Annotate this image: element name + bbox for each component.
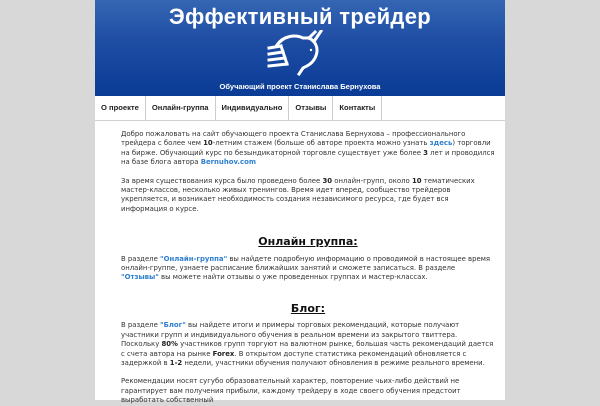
masterclass-count: 10 — [411, 176, 422, 185]
text: Добро пожаловать на сайт обучающего проекта Станислава Бернухова – профессионального трейдера с более чем — [121, 130, 466, 148]
text: . В открытом доступе статистика рекомендаций обновляется с задержкой в — [121, 349, 467, 367]
main-nav — [95, 96, 505, 121]
nav-item-about[interactable]: О проекте — [95, 96, 146, 120]
site-title[interactable]: Эффективный трейдер — [169, 4, 431, 29]
text: недели, участники обучения получают обновления в режиме реального времени. — [182, 358, 485, 367]
reviews-link[interactable]: "Отзывы" — [121, 273, 159, 282]
history-paragraph — [121, 177, 495, 215]
disclaimer-paragraph: Рекомендации носят сугубо образовательный характер, повторение чьих-либо действий не гарантирует вам получения прибыли, каждому трейдеру в ходе своего обучения предстоит выработать собственный — [121, 377, 461, 405]
nav-item-online-group[interactable]: Онлайн-группа — [146, 96, 216, 120]
intro-paragraph — [121, 130, 495, 168]
years-value: 10 — [203, 139, 213, 148]
text: тематических мастер-классов, несколько живых тренингов. Время идет вперед, сообщество трейдеров укрепляется, и возникает необходимость создания независимого ресурса, где будет вся информация о курсе. — [121, 176, 475, 213]
nav-item-reviews[interactable]: Отзывы — [289, 96, 333, 120]
text: вы найдете подробную информацию о проводимой в настоящее время онлайн-группе, узнаете расписание ближайших занятий и сможете записаться. В разделе — [121, 254, 491, 273]
text: За время существования курса было проведено более — [121, 176, 323, 185]
text: участников групп торгуют на валютном рынке, большая часть рекомендаций дается с счета автора на рынке — [121, 340, 494, 358]
delay-weeks: 1-2 — [169, 358, 183, 367]
blog-paragraph — [121, 321, 495, 368]
main-content — [95, 121, 505, 406]
site-subtitle: Обучающий проект Станислава Бернухова — [219, 82, 381, 91]
text: В разделе — [121, 321, 161, 330]
nav-item-contacts[interactable]: Контакты — [333, 96, 382, 120]
text: вы можете найти отзывы о уже проведенных группах и мастер-классах. — [158, 273, 428, 282]
bull-logo-icon[interactable] — [265, 30, 327, 76]
page-container — [95, 0, 505, 405]
text: вы найдете итоги и примеры торговых рекомендаций, которые получают участники групп и индивидуального обучения в реальном времени из закрытого твиттера. Поскольку — [121, 321, 460, 349]
section-title-online-group: Онлайн группа: — [258, 235, 358, 249]
blog-link[interactable]: "Блог" — [160, 321, 186, 330]
online-group-paragraph — [121, 255, 495, 283]
nav-item-individual[interactable]: Индивидуально — [216, 96, 290, 120]
online-group-link[interactable]: "Онлайн-группа" — [160, 254, 228, 263]
groups-count: 30 — [322, 176, 333, 185]
course-years-value: 3 — [423, 148, 428, 157]
text: В разделе — [121, 254, 161, 263]
text: ) торговли на бирже. Обучающий курс по безындикаторной торговле существует уже более — [121, 139, 491, 157]
text: онлайн-групп, около — [332, 176, 412, 185]
percent-value: 80% — [161, 340, 178, 349]
blog-site-link[interactable]: Bernuhov.com — [200, 158, 257, 167]
market-name: Forex — [212, 349, 235, 358]
site-header — [95, 0, 505, 96]
text: -летним стажем (больше об авторе проекта можно узнать — [212, 139, 430, 148]
author-link[interactable]: здесь — [429, 139, 453, 148]
section-title-blog: Блог: — [290, 301, 326, 315]
text: лет и проводился на базе блога автора — [121, 148, 495, 167]
